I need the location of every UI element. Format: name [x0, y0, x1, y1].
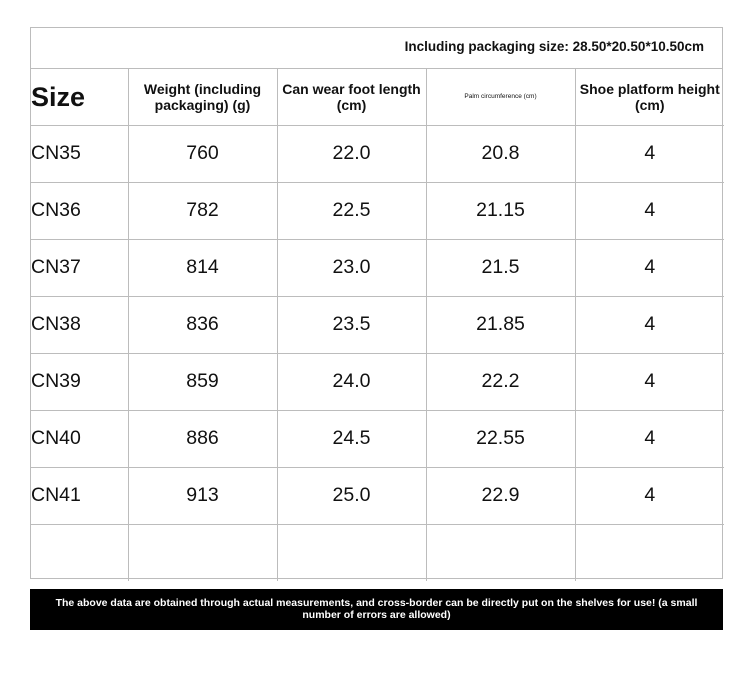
- cell-weight: 782: [128, 182, 277, 239]
- cell-platform: 4: [575, 239, 724, 296]
- foot-length-header: Can wear foot length (cm): [277, 69, 426, 125]
- cell-platform: 4: [575, 467, 724, 524]
- cell-foot-length: 24.5: [277, 410, 426, 467]
- cell-palm: 22.2: [426, 353, 575, 410]
- cell-palm: 22.55: [426, 410, 575, 467]
- table-row: [31, 296, 724, 353]
- cell-size: CN36: [31, 182, 128, 239]
- empty-row: [31, 524, 724, 581]
- empty-cell: [277, 524, 426, 581]
- table-row: [31, 467, 724, 524]
- header-row: [31, 69, 724, 125]
- cell-size: CN39: [31, 353, 128, 410]
- empty-cell: [575, 524, 724, 581]
- table-row: [31, 239, 724, 296]
- table-row: [31, 182, 724, 239]
- size-table: [31, 69, 724, 581]
- cell-palm: 20.8: [426, 125, 575, 182]
- empty-cell: [426, 524, 575, 581]
- platform-header: Shoe platform height (cm): [575, 69, 724, 125]
- cell-size: CN35: [31, 125, 128, 182]
- packaging-size: Including packaging size: 28.50*20.50*10.50cm: [31, 28, 722, 69]
- palm-header: Palm circumference (cm): [426, 69, 575, 125]
- empty-cell: [128, 524, 277, 581]
- size-header: Size: [31, 69, 128, 125]
- cell-weight: 814: [128, 239, 277, 296]
- cell-palm: 21.85: [426, 296, 575, 353]
- cell-foot-length: 25.0: [277, 467, 426, 524]
- cell-platform: 4: [575, 296, 724, 353]
- cell-weight: 886: [128, 410, 277, 467]
- cell-palm: 21.15: [426, 182, 575, 239]
- cell-size: CN38: [31, 296, 128, 353]
- weight-header: Weight (including packaging) (g): [128, 69, 277, 125]
- cell-size: CN37: [31, 239, 128, 296]
- table-row: [31, 353, 724, 410]
- cell-weight: 760: [128, 125, 277, 182]
- cell-platform: 4: [575, 182, 724, 239]
- cell-weight: 913: [128, 467, 277, 524]
- cell-weight: 836: [128, 296, 277, 353]
- cell-foot-length: 23.0: [277, 239, 426, 296]
- cell-weight: 859: [128, 353, 277, 410]
- cell-size: CN41: [31, 467, 128, 524]
- empty-cell: [31, 524, 128, 581]
- cell-foot-length: 23.5: [277, 296, 426, 353]
- cell-foot-length: 22.5: [277, 182, 426, 239]
- table-row: [31, 125, 724, 182]
- cell-palm: 22.9: [426, 467, 575, 524]
- cell-palm: 21.5: [426, 239, 575, 296]
- cell-platform: 4: [575, 410, 724, 467]
- table-row: [31, 410, 724, 467]
- cell-foot-length: 22.0: [277, 125, 426, 182]
- measurement-notice: The above data are obtained through actual measurements, and cross-border can be directly put on the shelves for use! (a small number of errors are allowed): [30, 589, 723, 630]
- cell-size: CN40: [31, 410, 128, 467]
- cell-foot-length: 24.0: [277, 353, 426, 410]
- size-chart: [30, 27, 723, 579]
- cell-platform: 4: [575, 125, 724, 182]
- cell-platform: 4: [575, 353, 724, 410]
